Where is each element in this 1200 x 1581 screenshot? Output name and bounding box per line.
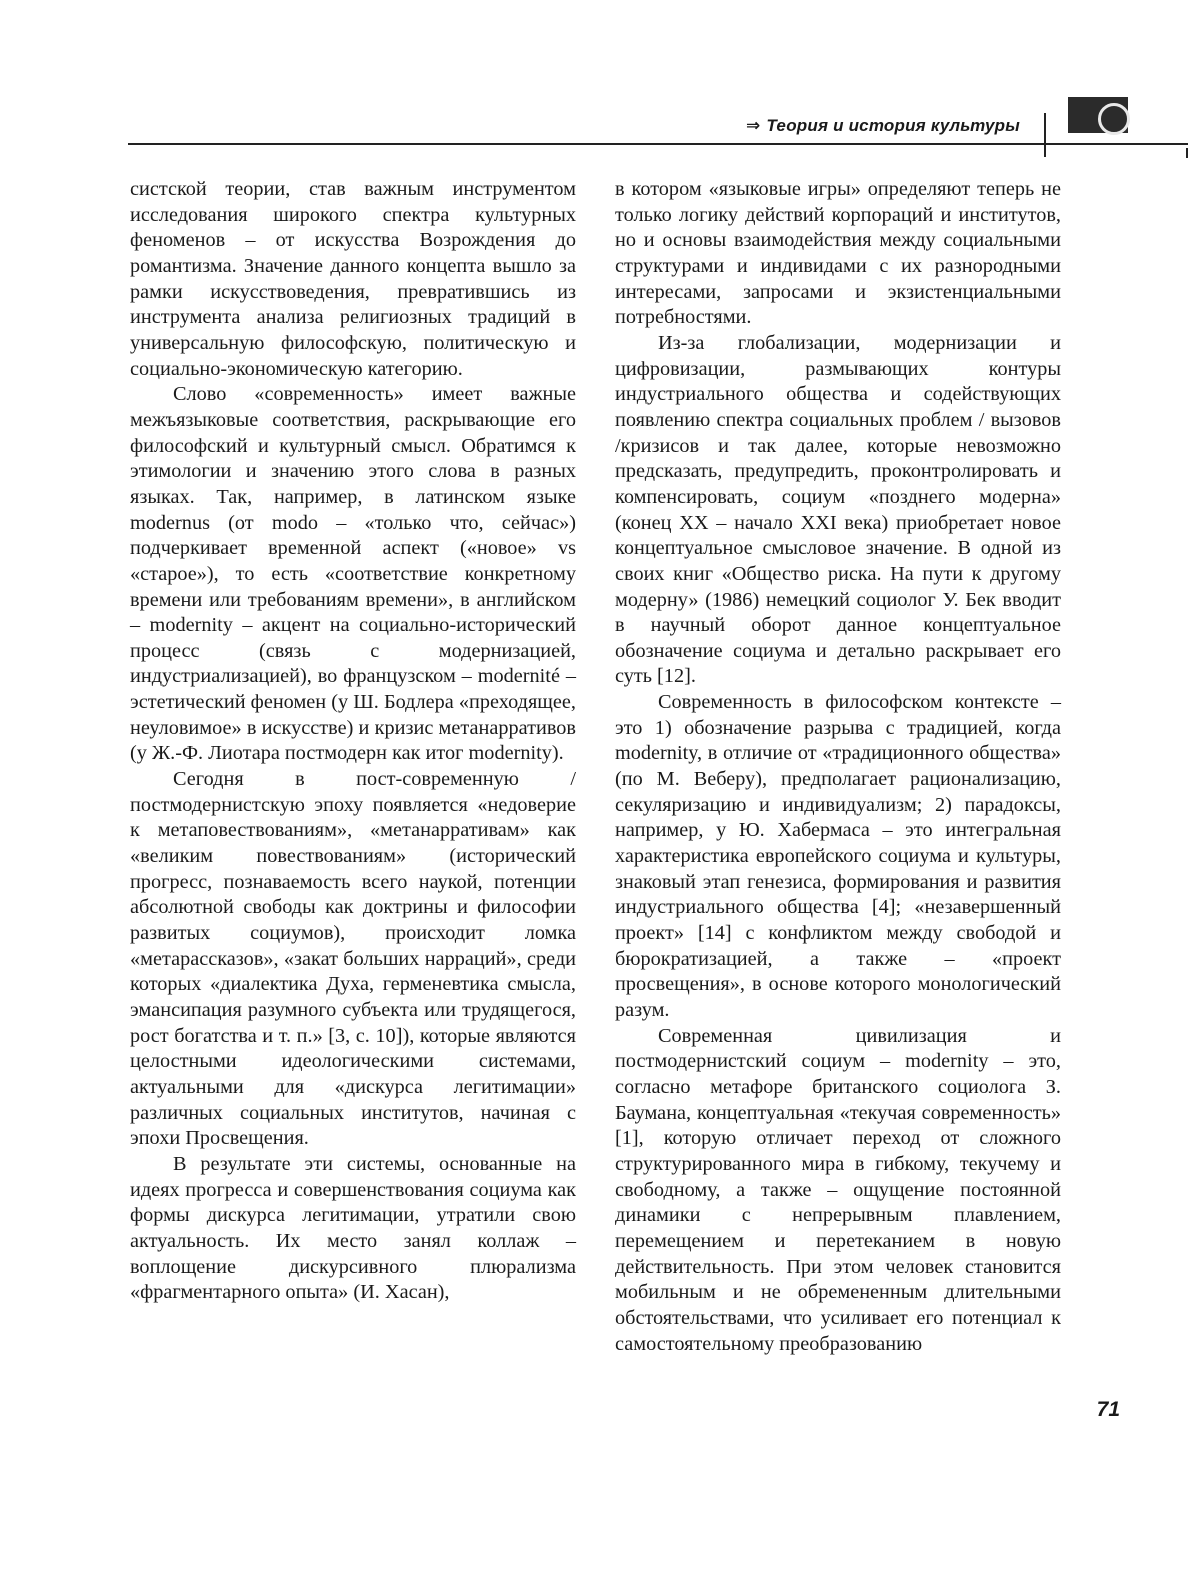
page-number: 71 (1096, 1398, 1120, 1421)
left-column (130, 177, 576, 1306)
running-header (720, 116, 1020, 136)
paragraph: Современность в философском контексте – это 1) обозначение разрыва с традицией, когда modernity, в отличие от «традиционного общества» (по М. Веберу), предполагает рационализацию, секуляризацию и индивидуализм; 2) парадоксы, например, у Ю. Хабермаса – это интегральная характеристика европейского социума и культуры, знаковый этап генезиса, формирования и развития индустриального общества [4]; «незавершенный проект» [14] с конфликтом между свободой и бюрократизацией, а также – «проект просвещения», в основе которого монологический разум. (615, 691, 1061, 1021)
paragraph: систской теории, став важным инструментом исследования широкого спектра культурных феноменов – от искусства Возрождения до романтизма. Значение данного концепта вышло за рамки искусствоведения, превратившись из инструмента анализа религиозных традиций в универсальную философскую, политическую и социально-экономическую категорию. (130, 178, 576, 380)
right-column (615, 177, 1061, 1357)
paragraph: Слово «современность» имеет важные межъязыковые соответствия, раскрывающие его философский и культурный смысл. Обратимся к этимологии и значению этого слова в разных языках. Так, например, в латинском языке modernus (от modo – «только что, сейчас») подчеркивает временной аспект («новое» vs «старое»), то есть «соответствие конкретному времени или требованиям времени», в английском – modernity – акцент на социально-исторический процесс (связь с модернизацией, индустриализацией), во французском – modernité – эстетический феномен (у Ш. Бодлера «преходящее, неуловимое» в искусстве) и кризис метанарративов (у Ж.-Ф. Лиотара постмодерн как итог modernity). (130, 383, 576, 765)
paragraph: В результате эти системы, основанные на идеях прогресса и совершенствования социума как формы дискурса легитимации, утратили свою актуальность. Их место занял коллаж – воплощение дискурсивного плюрализма «фрагментарного опыта» (И. Хасан), (130, 1152, 576, 1304)
journal-logo-icon (1068, 97, 1128, 133)
arrow-icon: ⇒ (745, 116, 761, 135)
header-rule (128, 143, 1188, 145)
header-divider-right (1186, 148, 1188, 158)
paragraph: Сегодня в пост-современную /постмодернистскую эпоху появляется «недоверие к метаповествованиям», «метанарративам» как «великим повествованиям» (исторический прогресс, познаваемость всего наукой, потенции абсолютной свободы как доктрины и философии развитых социумов), происходит ломка «метарассказов», «закат больших нарраций», среди которых «диалектика Духа, герменевтика смысла, эмансипация разумного субъекта или трудящегося, рост богатства и т. п.» [3, с. 10]), которые являются целостными идеологическими системами, актуальными для «дискурса легитимации» различных социальных институтов, начиная с эпохи Просвещения. (130, 768, 576, 1150)
paragraph: в котором «языковые игры» определяют теперь не только логику действий корпораций и институтов, но и основы взаимодействия между социальными структурами и индивидами с их разнородными интересами, запросами и экзистенциальными потребностями. (615, 178, 1061, 329)
paragraph: Из-за глобализации, модернизации и цифровизации, размывающих контуры индустриального общества и содействующих появлению спектра социальных проблем / вызовов /кризисов и так далее, которые невозможно предсказать, предупредить, проконтролировать и компенсировать, социум «позднего модерна» (конец XX – начало XXI века) приобретает новое концептуальное смысловое значение. В одной из своих книг «Общество риска. На пути к другому модерну» (1986) немецкий социолог У. Бек вводит в научный оборот данное концептуальное обозначение социума и детально раскрывает его суть [12]. (615, 331, 1061, 688)
section-title: Теория и история культуры (766, 116, 1020, 135)
paragraph: Современная цивилизация и постмодернистский социум – modernity – это, согласно метафоре британского социолога З. Баумана, концептуальная «текучая современность» [1], которую отличает переход от сложного структурированного мира в гибкому, текучему и свободному, а также – ощущение постоянной динамики с непрерывным плавлением, перемещением и перетеканием в новую действительность. При этом человек становится мобильным и не обремененным длительными обстоятельствами, что усиливает его потенциал к самостоятельному преобразованию (615, 1024, 1061, 1355)
header-divider (1044, 113, 1046, 157)
